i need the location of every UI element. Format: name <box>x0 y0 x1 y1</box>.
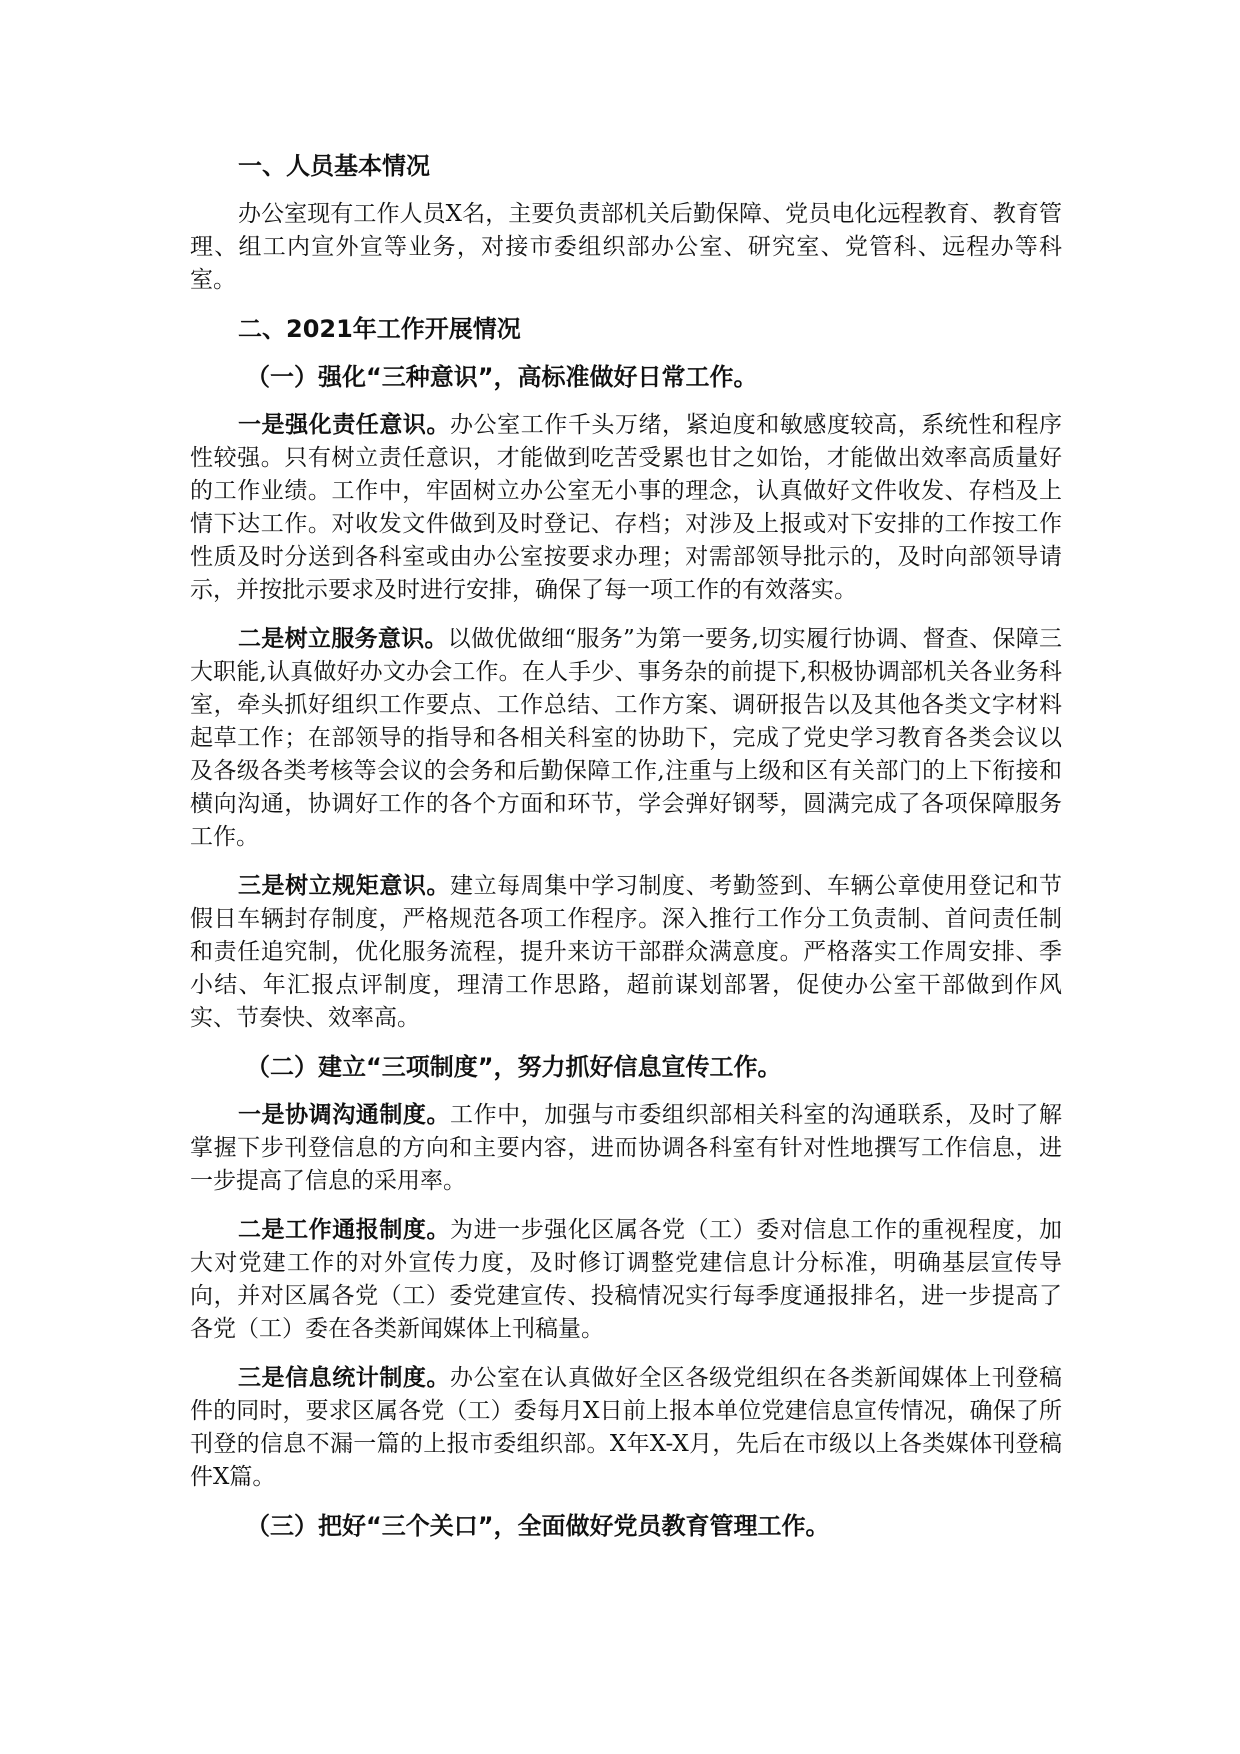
paragraph-responsibility <box>190 409 1062 607</box>
paragraph-body: 以做优做细“服务”为第一要务,切实履行协调、督查、保障三大职能,认真做好办文办会工作。在人手少、事务杂的前提下,积极协调部机关各业务科室，牵头抓好组织工作要点、工作总结、工作方案、调研报告以及其他各类文字材料起草工作；在部领导的指导和各相关科室的协助下，完成了党史学习教育各类会议以及各级各类考核等会议的会务和后勤保障工作,注重与上级和区有关部门的上下衔接和横向沟通，协调好工作的各个方面和环节，学会弹好钢琴，圆满完成了各项保障服务工作。 <box>190 626 1063 850</box>
paragraph-body: 为进一步强化区属各党（工）委对信息工作的重视程度，加大对党建工作的对外宣传力度，及时修订调整党建信息计分标准，明确基层宣传导向，并对区属各党（工）委党建宣传、投稿情况实行每季度通报排名，进一步提高了各党（工）委在各类新闻媒体上刊稿量。 <box>190 1217 1063 1342</box>
paragraph-personnel: 办公室现有工作人员X名，主要负责部机关后勤保障、党员电化远程教育、教育管理、组工内宣外宣等业务，对接市委组织部办公室、研究室、党管科、远程办等科室。 <box>190 201 1062 293</box>
section-heading-personnel: 一、人员基本情况 <box>238 152 430 180</box>
paragraph-lead: 二是树立服务意识。 <box>238 626 448 652</box>
paragraph-body: 办公室在认真做好全区各级党组织在各类新闻媒体上刊登稿件的同时，要求区属各党（工）委每月X日前上报本单位党建信息宣传情况，确保了所刊登的信息不漏一篇的上报市委组织部。X年X-X月，先后在市级以上各类媒体刊登稿件X篇。 <box>190 1365 1063 1490</box>
paragraph-lead: 三是树立规矩意识。 <box>238 873 451 899</box>
paragraph-lead: 一是强化责任意识。 <box>238 412 451 438</box>
paragraph-communication <box>190 1099 1062 1198</box>
paragraph-statistics <box>190 1362 1062 1494</box>
section-heading-work-2021: 二、2021年工作开展情况 <box>238 315 521 343</box>
paragraph-body: 工作中，加强与市委组织部相关科室的沟通联系，及时了解掌握下步刊登信息的方向和主要内容，进而协调各科室有针对性地撰写工作信息，进一步提高了信息的采用率。 <box>190 1102 1063 1194</box>
paragraph-service <box>190 623 1062 854</box>
subsection-heading-1: （一）强化“三种意识”，高标准做好日常工作。 <box>246 363 758 391</box>
paragraph-rules <box>190 870 1062 1035</box>
paragraph-reporting <box>190 1214 1062 1346</box>
document-page <box>190 150 1062 1558</box>
paragraph-body: 办公室工作千头万绪，紧迫度和敏感度较高，系统性和程序性较强。只有树立责任意识，才能做到吃苦受累也甘之如饴，才能做出效率高质量好的工作业绩。工作中，牢固树立办公室无小事的理念，认真做好文件收发、存档及上情下达工作。对收发文件做到及时登记、存档；对涉及上报或对下安排的工作按工作性质及时分送到各科室或由办公室按要求办理；对需部领导批示的，及时向部领导请示，并按批示要求及时进行安排，确保了每一项工作的有效落实。 <box>190 412 1063 603</box>
paragraph-lead: 一是协调沟通制度。 <box>238 1102 451 1128</box>
paragraph-body: 建立每周集中学习制度、考勤签到、车辆公章使用登记和节假日车辆封存制度，严格规范各项工作程序。深入推行工作分工负责制、首问责任制和责任追究制，优化服务流程，提升来访干部群众满意度。严格落实工作周安排、季小结、年汇报点评制度，理清工作思路，超前谋划部署，促使办公室干部做到作风实、节奏快、效率高。 <box>190 873 1063 1031</box>
paragraph-lead: 二是工作通报制度。 <box>238 1217 451 1243</box>
paragraph-lead: 三是信息统计制度。 <box>238 1365 451 1391</box>
subsection-heading-3: （三）把好“三个关口”，全面做好党员教育管理工作。 <box>246 1512 830 1540</box>
subsection-heading-2: （二）建立“三项制度”，努力抓好信息宣传工作。 <box>246 1053 782 1081</box>
